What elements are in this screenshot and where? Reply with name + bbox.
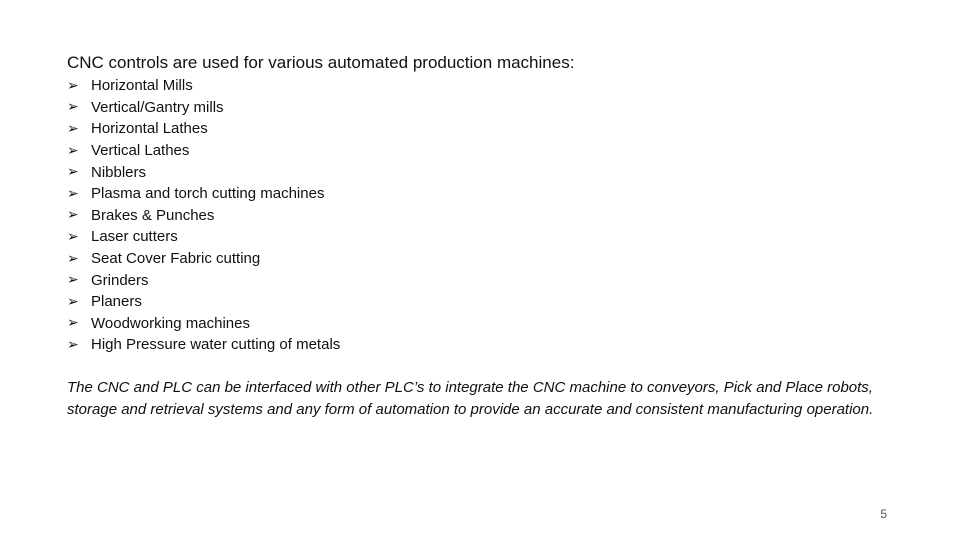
arrow-bullet-icon: ➢ [67,164,79,181]
list-item [67,334,340,356]
list-item-label: High Pressure water cutting of metals [91,336,341,354]
list-item-label: Plasma and torch cutting machines [91,185,325,203]
list-item [67,161,340,183]
arrow-bullet-icon: ➢ [67,315,79,332]
list-item-label: Vertical/Gantry mills [91,98,224,116]
list-item-label: Horizontal Mills [91,77,193,95]
list-item [67,97,340,119]
list-item [67,313,340,335]
list-item-label: Brakes & Punches [91,206,215,224]
list-item-label: Seat Cover Fabric cutting [91,250,261,268]
arrow-bullet-icon: ➢ [67,250,79,267]
arrow-bullet-icon: ➢ [67,77,79,94]
arrow-bullet-icon: ➢ [67,120,79,137]
list-item-label: Woodworking machines [91,314,250,332]
list-item [67,140,340,162]
arrow-bullet-icon: ➢ [67,99,79,116]
arrow-bullet-icon: ➢ [67,207,79,224]
list-item [67,183,340,205]
list-item [67,75,340,97]
list-item-label: Grinders [91,271,149,289]
arrow-bullet-icon: ➢ [67,185,79,202]
list-item-label: Laser cutters [91,228,178,246]
list-item-label: Horizontal Lathes [91,120,208,138]
list-item [67,269,340,291]
summary-paragraph: The CNC and PLC can be interfaced with other PLC’s to integrate the CNC machine to conveyors, Pick and Place robots, storage and retrieval systems and any form of automation to provide an accurate and consistent manufacturing operation. [67,379,874,418]
list-item [67,205,340,227]
list-item [67,248,340,270]
arrow-bullet-icon: ➢ [67,293,79,310]
list-item [67,118,340,140]
list-item [67,291,340,313]
arrow-bullet-icon: ➢ [67,272,79,289]
machine-list [67,75,340,356]
list-item-label: Vertical Lathes [91,142,190,160]
list-item-label: Planers [91,293,142,311]
arrow-bullet-icon: ➢ [67,228,79,245]
list-item-label: Nibblers [91,163,147,181]
arrow-bullet-icon: ➢ [67,142,79,159]
page-number: 5 [880,507,887,521]
list-item [67,226,340,248]
arrow-bullet-icon: ➢ [67,336,79,353]
slide-heading: CNC controls are used for various automated production machines: [67,53,575,72]
